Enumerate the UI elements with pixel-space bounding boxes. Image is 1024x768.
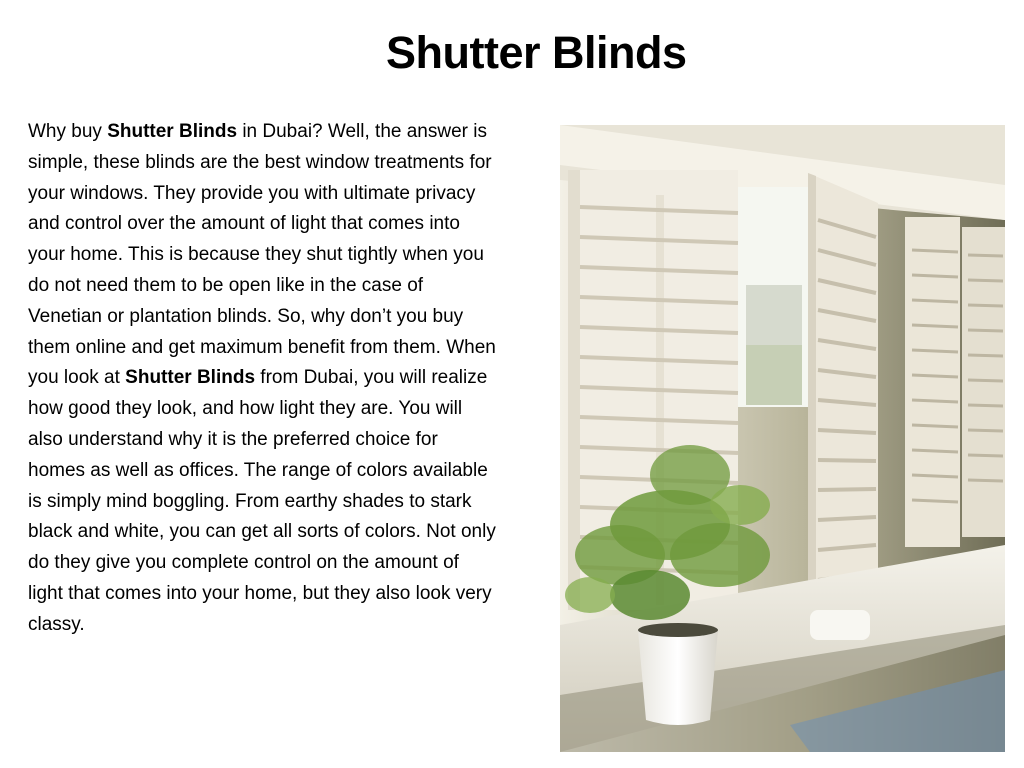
body-paragraph [28, 117, 498, 641]
plant-pot [638, 630, 718, 725]
bold-keyword: Shutter Blinds [125, 367, 256, 389]
paragraph-text: from Dubai, you will realize how good they look, and how light they are. You will also understand why it is the preferred choice for homes as well as offices. The range of colors available is simply mind boggling. From earthy shades to stark black and white, you can get all sorts of colors. Not only do they give you complete control on the amount of light that comes into your home, but they also look very classy. [28, 367, 496, 635]
middle-shutter [808, 173, 878, 625]
paragraph-text: in Dubai? Well, the answer is simple, these blinds are the best window treatments for your windows. They provide you with ultimate privacy and control over the amount of light that comes into your home. This is because they shut tightly when you do not need them to be open like in the case of Venetian or plantation blinds. So, why don’t you buy them online and get maximum benefit from them. When you look at [28, 121, 496, 389]
shutter-photo [560, 125, 1005, 752]
paragraph-text: Why buy [28, 121, 108, 142]
towel [810, 610, 870, 640]
slide-title: Shutter Blinds [386, 27, 687, 78]
right-shutters [905, 217, 1005, 547]
bold-keyword: Shutter Blinds [107, 121, 238, 142]
shutter-illustration [560, 125, 1005, 752]
